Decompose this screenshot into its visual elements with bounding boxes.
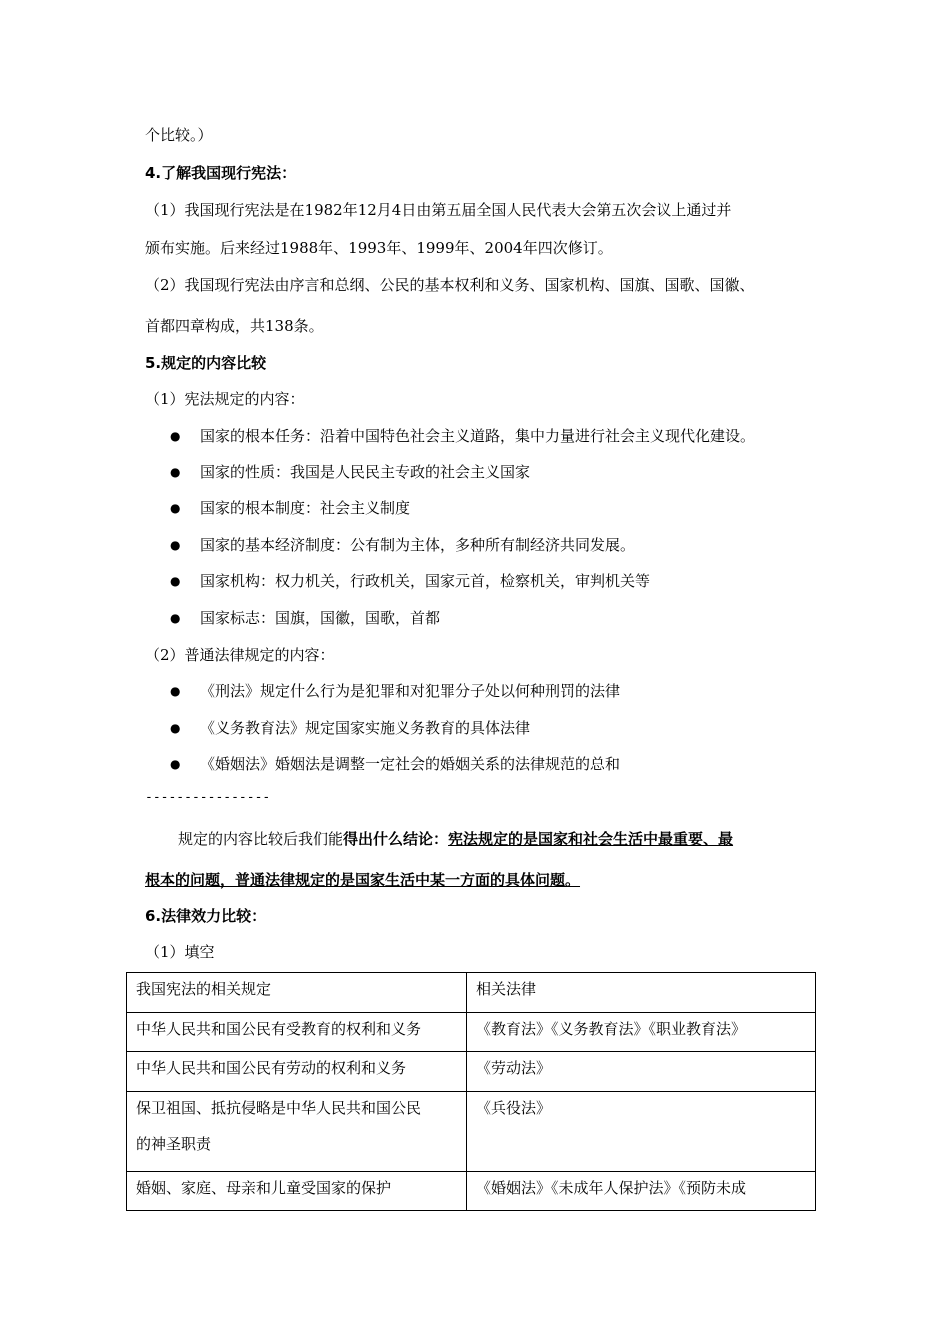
list-item bbox=[170, 718, 530, 738]
list-item bbox=[170, 426, 755, 446]
list-item-text: 《婚姻法》婚姻法是调整一定社会的婚姻关系的法律规范的总和 bbox=[200, 755, 621, 773]
table-row bbox=[127, 1052, 816, 1092]
bullet-icon: ● bbox=[170, 611, 181, 625]
list-item-text: 《义务教育法》规定国家实施义务教育的具体法律 bbox=[200, 719, 531, 737]
section-5-subheading-2: （2）普通法律规定的内容： bbox=[145, 646, 335, 664]
dashed-separator: ---------------- bbox=[145, 790, 271, 805]
list-item-text: 国家的根本任务：沿着中国特色社会主义道路，集中力量进行社会主义现代化建设。 bbox=[200, 427, 756, 445]
conclusion-line-1 bbox=[178, 829, 733, 849]
conclusion-answer-part-1: 宪法规定的是国家和社会生活中最重要、最 bbox=[448, 830, 734, 848]
table-cell: 《劳动法》 bbox=[467, 1052, 816, 1092]
table-row bbox=[127, 1092, 816, 1172]
table-cell: 中华人民共和国公民有受教育的权利和义务 bbox=[127, 1013, 467, 1052]
section-6-subheading-1: （1）填空 bbox=[145, 943, 215, 961]
list-item bbox=[170, 608, 440, 628]
bullet-icon: ● bbox=[170, 465, 181, 479]
section-5-subheading-1: （1）宪法规定的内容： bbox=[145, 390, 305, 408]
list-item-text: 国家机构：权力机关，行政机关，国家元首，检察机关，审判机关等 bbox=[200, 572, 651, 590]
table-cell-line: 保卫祖国、抵抗侵略是中华人民共和国公民 bbox=[136, 1099, 422, 1117]
section-4-para-1-line-1: （1）我国现行宪法是在1982年12月4日由第五届全国人民代表大会第五次会议上通过并 bbox=[145, 201, 732, 219]
section-4-para-1-line-2: 颁布实施。后来经过1988年、1993年、1999年、2004年四次修订。 bbox=[145, 239, 613, 257]
list-item bbox=[170, 754, 620, 774]
conclusion-answer-part-2: 根本的问题，普通法律规定的是国家生活中某一方面的具体问题。 bbox=[145, 871, 581, 889]
table-cell: 《兵役法》 bbox=[467, 1092, 816, 1172]
law-comparison-table bbox=[126, 972, 816, 1211]
table-row bbox=[127, 1172, 816, 1211]
list-item-text: 《刑法》规定什么行为是犯罪和对犯罪分子处以何种刑罚的法律 bbox=[200, 682, 621, 700]
table-cell: 中华人民共和国公民有劳动的权利和义务 bbox=[127, 1052, 467, 1092]
table-cell: 《教育法》《义务教育法》《职业教育法》 bbox=[467, 1013, 816, 1052]
list-item-text: 国家标志：国旗，国徽，国歌，首都 bbox=[200, 609, 441, 627]
section-6-heading: 6.法律效力比较： bbox=[145, 907, 267, 925]
bullet-icon: ● bbox=[170, 501, 181, 515]
list-item-text: 国家的基本经济制度：公有制为主体，多种所有制经济共同发展。 bbox=[200, 536, 636, 554]
table-row bbox=[127, 1013, 816, 1052]
section-4-heading: 4.了解我国现行宪法： bbox=[145, 164, 297, 182]
table-cell: 婚姻、家庭、母亲和儿童受国家的保护 bbox=[127, 1172, 467, 1211]
list-item bbox=[170, 462, 530, 482]
table-cell bbox=[127, 1092, 467, 1172]
bullet-icon: ● bbox=[170, 721, 181, 735]
list-item-text: 国家的根本制度：社会主义制度 bbox=[200, 499, 411, 517]
list-item bbox=[170, 498, 410, 518]
table-cell-line: 的神圣职责 bbox=[136, 1135, 212, 1153]
table-cell: 《婚姻法》《未成年人保护法》《预防未成 bbox=[467, 1172, 816, 1211]
continuation-text: 个比较。） bbox=[145, 126, 213, 144]
bullet-icon: ● bbox=[170, 684, 181, 698]
list-item bbox=[170, 571, 650, 591]
conclusion-lead: 规定的内容比较后我们能 bbox=[178, 830, 344, 848]
list-item-text: 国家的性质：我国是人民民主专政的社会主义国家 bbox=[200, 463, 531, 481]
table-header-cell: 我国宪法的相关规定 bbox=[127, 973, 467, 1013]
bullet-icon: ● bbox=[170, 757, 181, 771]
section-5-heading: 5.规定的内容比较 bbox=[145, 354, 267, 372]
list-item bbox=[170, 535, 635, 555]
section-4-para-2-line-1: （2）我国现行宪法由序言和总纲、公民的基本权利和义务、国家机构、国旗、国歌、国徽、 bbox=[145, 276, 755, 294]
bullet-icon: ● bbox=[170, 538, 181, 552]
bullet-icon: ● bbox=[170, 429, 181, 443]
table-header-cell: 相关法律 bbox=[467, 973, 816, 1013]
table-header-row bbox=[127, 973, 816, 1013]
conclusion-question: 得出什么结论： bbox=[343, 830, 449, 848]
list-item bbox=[170, 681, 620, 701]
section-4-para-2-line-2: 首都四章构成，共138条。 bbox=[145, 317, 324, 335]
bullet-icon: ● bbox=[170, 574, 181, 588]
